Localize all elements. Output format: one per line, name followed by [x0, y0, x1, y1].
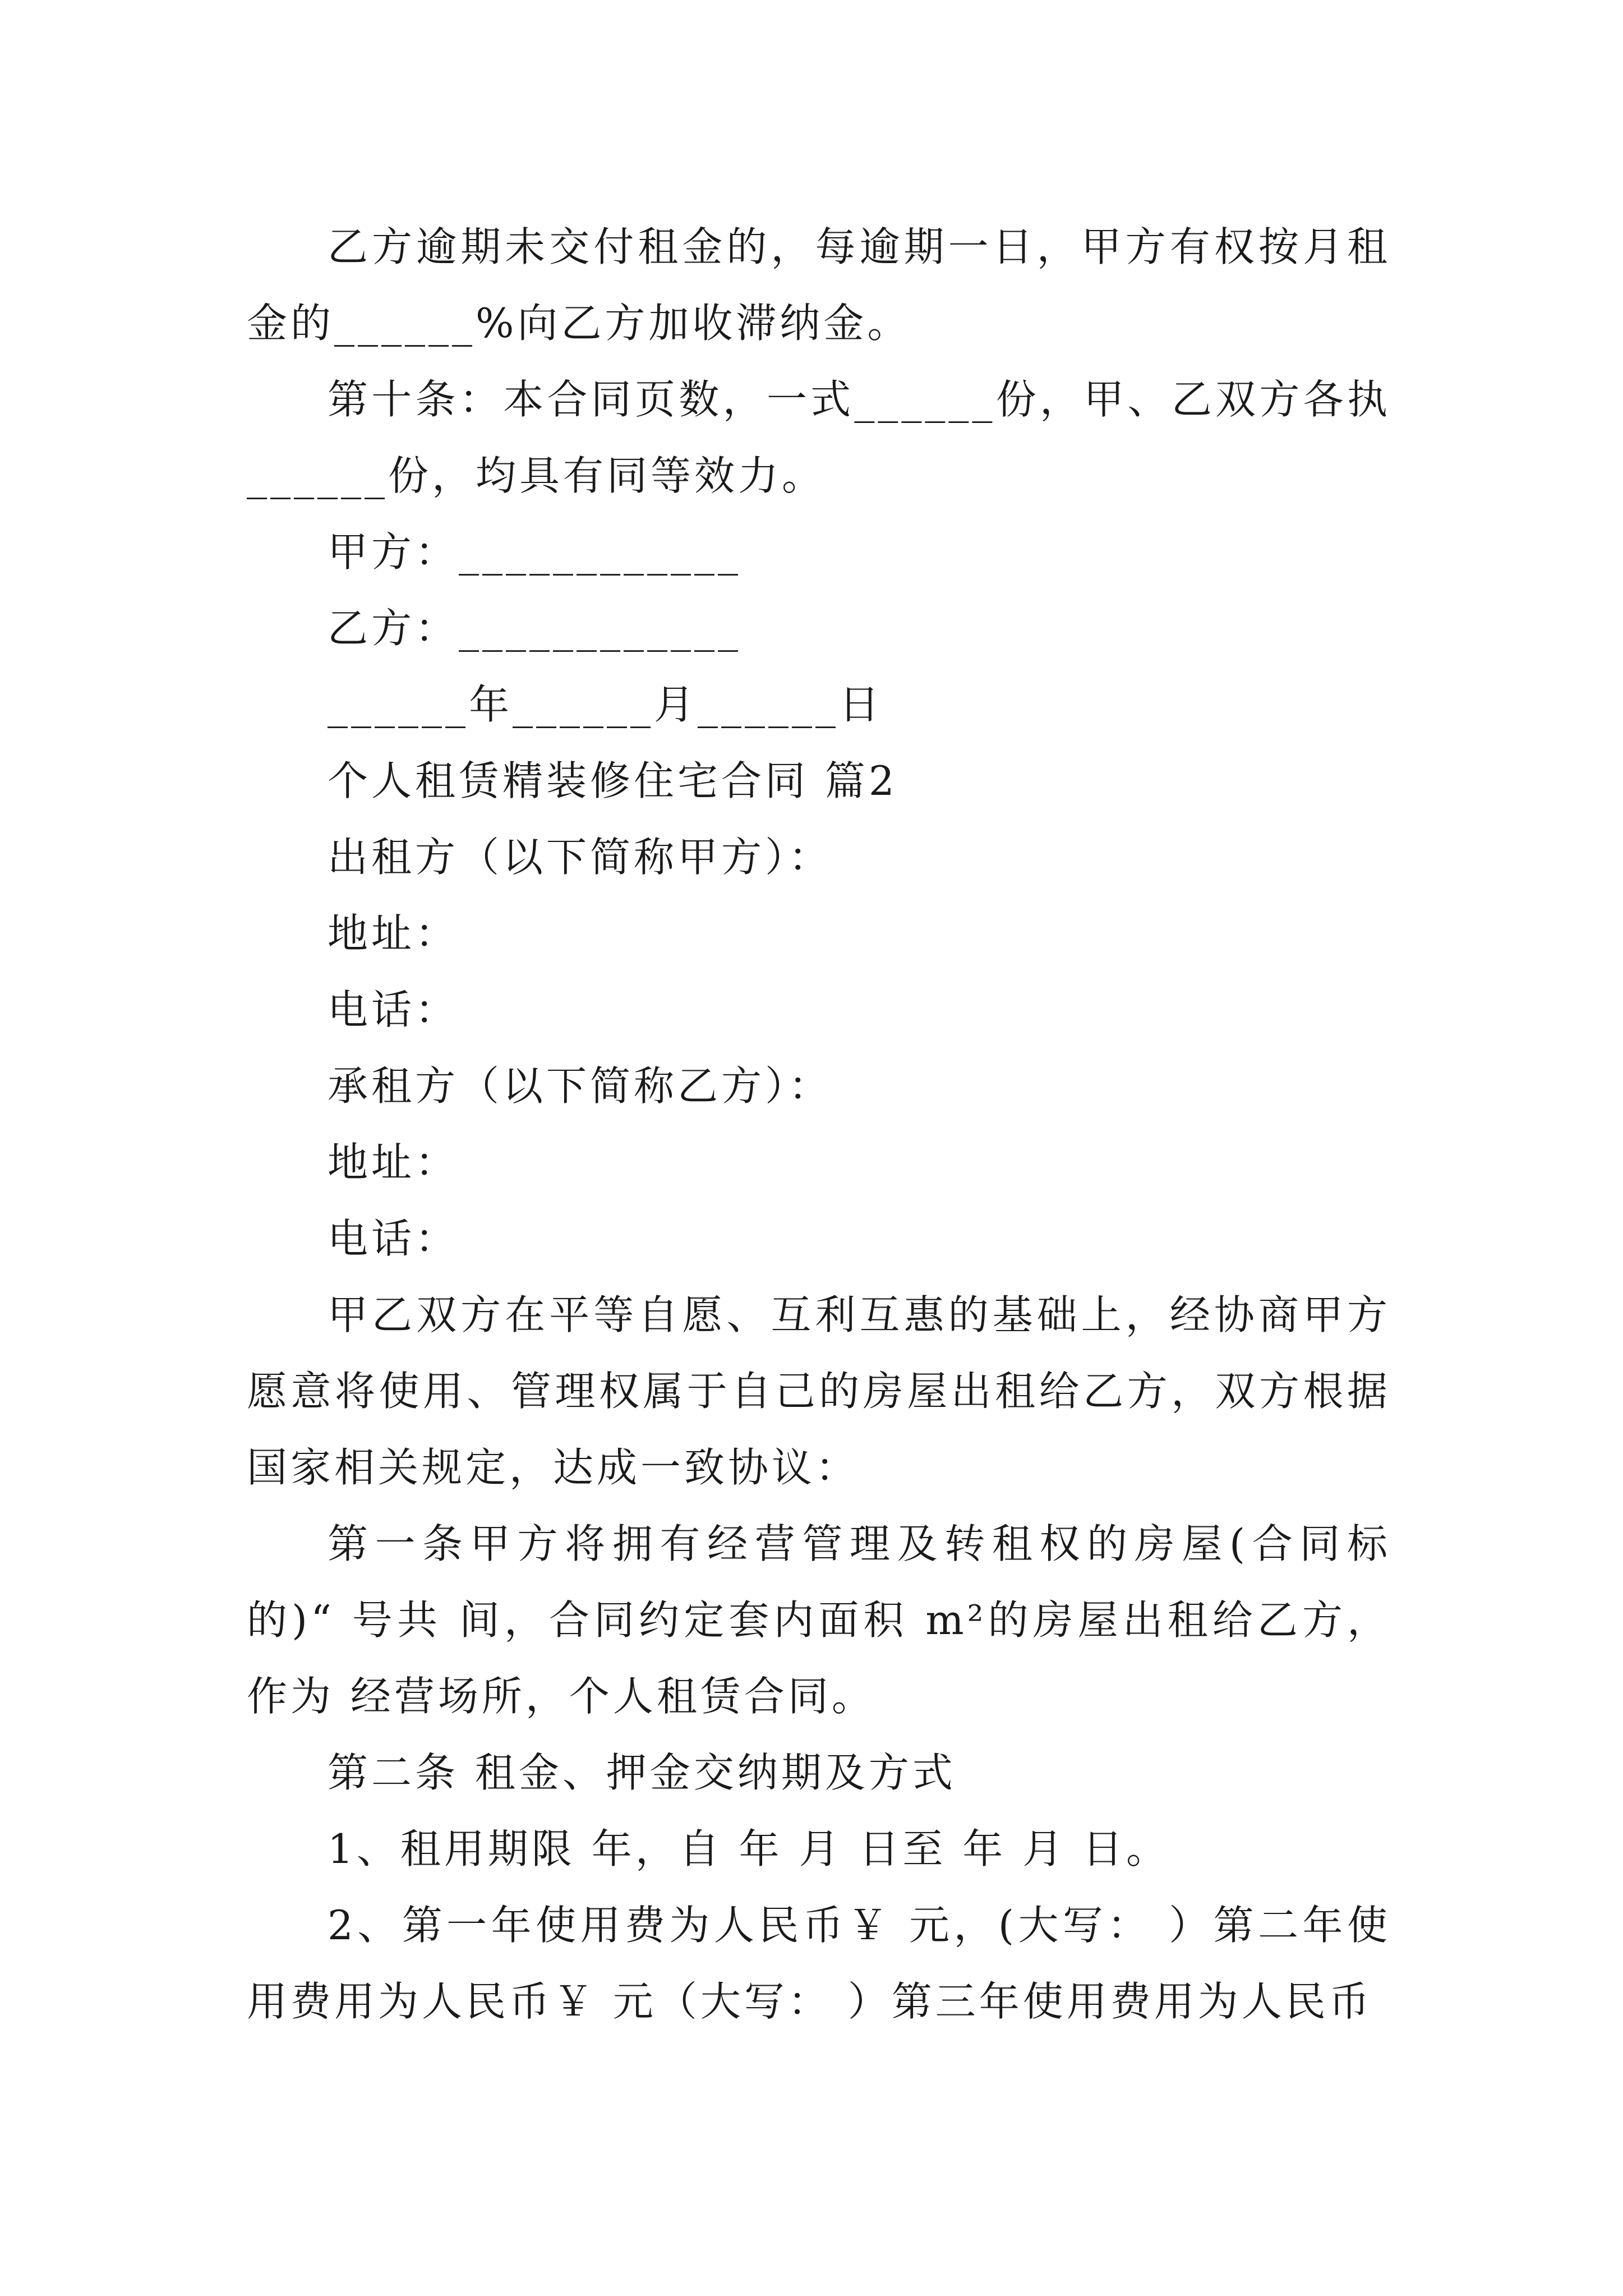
lessor-label: 出租方（以下简称甲方）：	[328, 834, 833, 881]
heading-article-2: 第二条 租金、押金交纳期及方式	[328, 1749, 956, 1796]
lessor-phone: 电话：	[328, 986, 459, 1033]
lessee-phone: 电话：	[328, 1215, 459, 1262]
document-body	[247, 209, 1391, 2040]
lessor-address: 地址：	[328, 910, 459, 957]
section-title: 个人租赁精装修住宅合同 篇2	[328, 757, 898, 804]
party-a-signature-line: 甲方：____________	[328, 528, 742, 576]
paragraph-article-10: 第十条：本合同页数，一式______份，甲、乙双方各执______份，均具有同等效力。	[247, 376, 1391, 499]
paragraph-late-fee: 乙方逾期未交付租金的，每逾期一日，甲方有权按月租金的______%向乙方加收滞纳金。	[247, 223, 1391, 347]
lessee-address: 地址：	[328, 1139, 459, 1186]
party-b-signature-line: 乙方：____________	[328, 605, 742, 652]
paragraph-rent-amounts: 2、第一年使用费为人民币￥ 元，(大写： ）第二年使用费用为人民币￥ 元（大写： ）第三年使用费用为人民币	[247, 1902, 1391, 2025]
paragraph-article-1: 第一条甲方将拥有经营管理及转租权的房屋(合同标的)“ 号共 间，合同约定套内面积 m²的房屋出租给乙方，作为 经营场所，个人租赁合同。	[247, 1520, 1391, 1720]
paragraph-lease-term: 1、租用期限 年，自 年 月 日至 年 月 日。	[328, 1825, 1170, 1872]
lessee-label: 承租方（以下简称乙方）：	[328, 1062, 833, 1110]
paragraph-preamble: 甲乙双方在平等自愿、互利互惠的基础上，经协商甲方愿意将使用、管理权属于自己的房屋出租给乙方，双方根据国家相关规定，达成一致协议：	[247, 1291, 1391, 1491]
date-line: ______年______月______日	[328, 681, 883, 728]
